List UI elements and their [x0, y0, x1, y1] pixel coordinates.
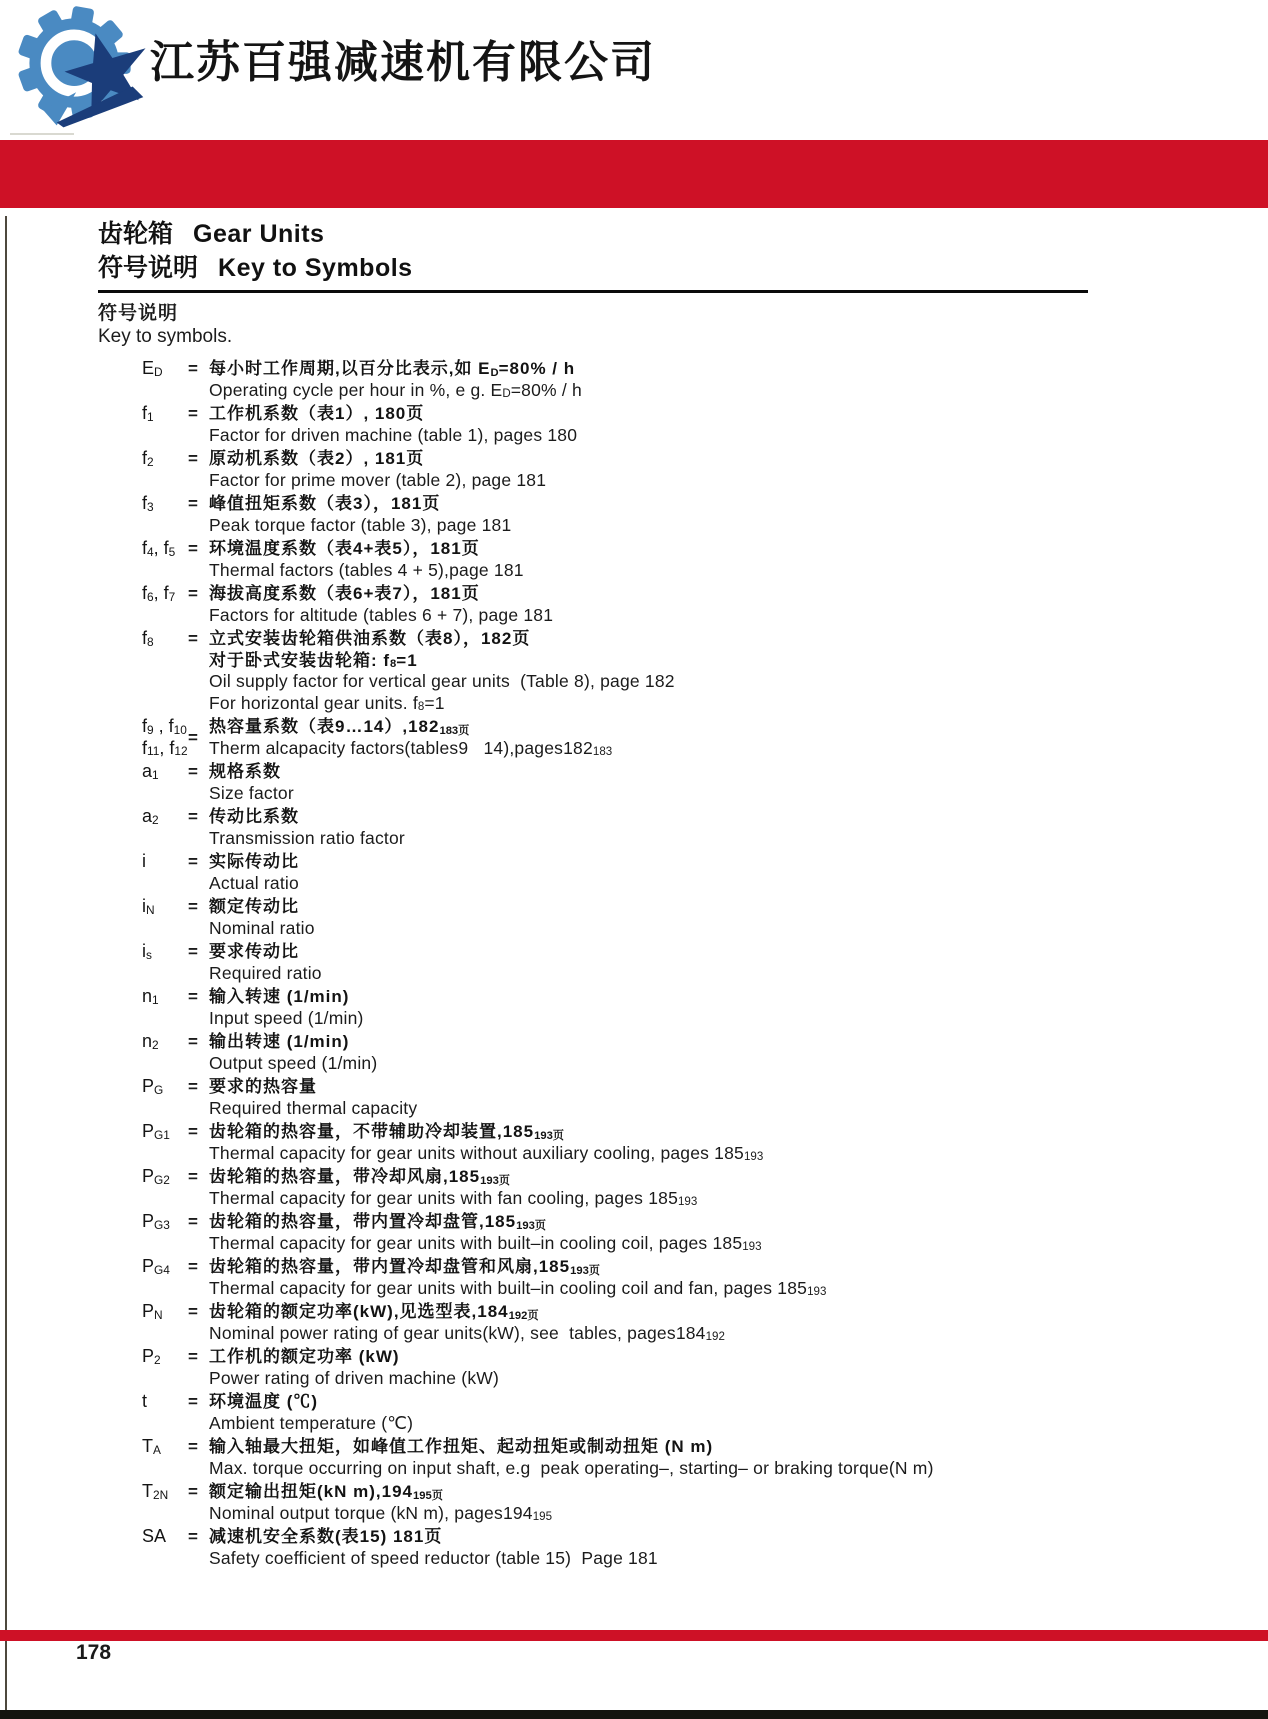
definition-line-en: Ambient temperature (℃): [209, 1412, 414, 1433]
symbol-label: $n_1$: [142, 986, 159, 1007]
definition-lines: [209, 1481, 1184, 1524]
symbol-label: $f_8$: [142, 628, 154, 649]
symbol-definition-row: [142, 1436, 1184, 1479]
equals-sign: =: [188, 1122, 198, 1141]
definition-lines: [209, 628, 1184, 714]
definition-line-zh: 齿轮箱的热容量，带内置冷却盘管$,185_{193页}$: [209, 1212, 547, 1232]
title-en-key-to-symbols: Key to Symbols: [218, 254, 413, 282]
red-band: [0, 140, 1268, 208]
definition-lines: [209, 1436, 1184, 1479]
equals-sign: =: [188, 1032, 198, 1051]
symbol-label: $T_A$: [142, 1436, 161, 1457]
definition-line-zh: 减速机安全系数(表15) 181页: [209, 1527, 443, 1546]
definition-line-en: Operating cycle per hour in %, e g. $E_D=80\% / h$: [209, 379, 582, 401]
symbol-list: [142, 358, 1184, 1569]
equals-sign: =: [188, 1347, 198, 1366]
symbol-label: $P_{G4}$: [142, 1256, 170, 1277]
definition-lines: [209, 1256, 1184, 1299]
definition-line-en: Oil supply factor for vertical gear units (Table 8), page 182: [209, 671, 675, 691]
definition-line-zh: 要求传动比: [209, 942, 299, 961]
intro-heading-zh: 符号说明: [98, 303, 179, 324]
definition-line-en: Power rating of driven machine (kW): [209, 1367, 500, 1388]
definition-line-en: Factors for altitude (tables 6 + 7), page 181: [209, 604, 554, 625]
equals-sign: =: [188, 494, 198, 513]
symbol-definition-row: [142, 896, 1184, 939]
scan-artifact-line: [10, 133, 74, 135]
definition-line-en: Nominal output torque (kN m), $pages194_{195}$: [209, 1502, 553, 1524]
definition-line-zh: 对于卧式安装齿轮箱: $f_8=1$: [209, 650, 418, 671]
definition-lines: [209, 761, 1184, 804]
symbol-label: $i_s$: [142, 941, 152, 962]
equals-sign: =: [188, 1527, 198, 1546]
definition-lines: [209, 986, 1184, 1029]
symbol-definition-row: [142, 1076, 1184, 1119]
symbol-label: $f_9$ , $f_{10}$ $f_{11}$, $f_{12}$: [142, 716, 188, 759]
definition-line-zh: 规格系数: [209, 762, 281, 781]
symbol-label: $P_{G1}$: [142, 1121, 170, 1142]
definition-line-en: Actual ratio: [209, 872, 299, 893]
definition-lines: [209, 583, 1184, 626]
symbol-definition-row: [142, 1481, 1184, 1524]
definition-line-en: Size factor: [209, 782, 294, 803]
definition-lines: [209, 493, 1184, 536]
definition-line-zh: 实际传动比: [209, 852, 299, 871]
title-zh-key-to-symbols: 符号说明: [98, 254, 199, 282]
equals-sign: =: [188, 449, 198, 468]
symbol-definition-row: [142, 1256, 1184, 1299]
definition-line-en: Thermal capacity for gear units with built–in cooling coil, pages $185_{193}$: [209, 1232, 762, 1254]
footer-black-bar: [0, 1710, 1268, 1719]
definition-line-en: Transmission ratio factor: [209, 827, 405, 848]
title-underline-rule: [98, 290, 1088, 293]
symbol-label: $f_1$: [142, 403, 154, 424]
equals-sign: =: [188, 629, 198, 648]
symbol-label: $T_{2N}$: [142, 1481, 169, 1502]
equals-sign: =: [188, 727, 198, 747]
symbol-label: $a_1$: [142, 761, 159, 782]
definition-lines: [209, 716, 1184, 759]
symbol-definition-row: [142, 493, 1184, 536]
equals-sign: =: [188, 852, 198, 871]
symbol-definition-row: [142, 1211, 1184, 1254]
equals-sign: =: [188, 539, 198, 558]
definition-line-zh: 工作机系数（表1）, 180页: [209, 404, 425, 423]
footer-red-bar: [0, 1630, 1268, 1641]
definition-lines: [209, 1346, 1184, 1389]
definition-line-en: Thermal factors (tables 4 + 5),page 181: [209, 559, 524, 580]
definition-line-zh: 立式安装齿轮箱供油系数（表8），182页: [209, 629, 531, 648]
symbol-definition-row: [142, 716, 1184, 759]
definition-lines: [209, 941, 1184, 984]
equals-sign: =: [188, 1302, 198, 1321]
definition-line-zh: 热容量系数（表$9\dots 14),182_{183页}$: [209, 717, 470, 737]
definition-line-en: Peak torque factor (table 3), page 181: [209, 514, 512, 535]
equals-sign: =: [188, 584, 198, 603]
definition-line-en: Required thermal capacity: [209, 1097, 418, 1118]
definition-line-zh: 额定传动比: [209, 897, 299, 916]
definition-line-zh: 环境温度 (℃): [209, 1392, 319, 1411]
definition-line-zh: 输入转速 (1/min): [209, 987, 350, 1006]
main-content: [98, 217, 1184, 1571]
page-header: [0, 0, 1268, 140]
symbol-definition-row: [142, 1301, 1184, 1344]
definition-line-en: Nominal power rating of gear units(kW), see tables, $pages184_{192}$: [209, 1322, 725, 1344]
definition-lines: [209, 1211, 1184, 1254]
equals-sign: =: [188, 1077, 198, 1096]
page-number: 178: [76, 1641, 112, 1664]
equals-sign: =: [188, 807, 198, 826]
intro-heading-en: Key to symbols.: [98, 326, 233, 347]
definition-lines: [209, 403, 1184, 446]
symbol-label: t: [142, 1391, 148, 1411]
equals-sign: =: [188, 987, 198, 1006]
symbol-definition-row: [142, 1031, 1184, 1074]
symbol-definition-row: [142, 986, 1184, 1029]
company-name: 江苏百强减速机有限公司: [150, 38, 656, 87]
definition-line-zh: 传动比系数: [209, 807, 299, 826]
definition-lines: [209, 851, 1184, 894]
symbol-label: $n_2$: [142, 1031, 159, 1052]
equals-sign: =: [188, 1212, 198, 1231]
symbol-definition-row: [142, 1346, 1184, 1389]
symbol-label: $P_2$: [142, 1346, 161, 1367]
symbol-label: $i_N$: [142, 896, 155, 917]
symbol-label: SA: [142, 1526, 167, 1546]
definition-line-en: Input speed (1/min): [209, 1007, 364, 1028]
symbol-definition-row: [142, 1121, 1184, 1164]
symbol-label: $f_4$, $f_5$: [142, 538, 176, 559]
symbol-definition-row: [142, 851, 1184, 894]
definition-line-en: Thermal capacity for gear units with built–in cooling coil and fan, pages $185_{193}$: [209, 1277, 827, 1299]
definition-lines: [209, 358, 1184, 401]
definition-line-zh: 原动机系数（表2）, 181页: [209, 449, 425, 468]
definition-line-zh: 输入轴最大扭矩，如峰值工作扭矩、起动扭矩或制动扭矩 (N m): [209, 1437, 714, 1456]
symbol-definition-row: [142, 1526, 1184, 1569]
definition-line-en: Output speed (1/min): [209, 1052, 378, 1073]
definition-line-en: Thermal capacity for gear units without auxiliary cooling, pages $185_{193}$: [209, 1142, 764, 1164]
title-line-2: [98, 251, 1184, 285]
company-logo-gear-star-icon: [8, 2, 154, 132]
title-en-gear-units: Gear Units: [193, 220, 325, 248]
definition-line-en: Max. torque occurring on input shaft, e.g peak operating–, starting– or braking torque(N m): [209, 1457, 934, 1478]
definition-lines: [209, 1301, 1184, 1344]
intro-block: [98, 302, 1184, 349]
definition-line-zh: 额定输出扭矩(kN $m),194_{195页}$: [209, 1482, 443, 1502]
definition-line-zh: 齿轮箱的热容量，不带辅助冷却装置$,185_{193页}$: [209, 1122, 565, 1142]
symbol-label: $a_2$: [142, 806, 159, 827]
title-zh-gear-units: 齿轮箱: [98, 220, 174, 248]
symbol-definition-row: [142, 403, 1184, 446]
definition-line-en: For horizontal gear units. $f_8=1$: [209, 692, 445, 714]
definition-lines: [209, 538, 1184, 581]
definition-line-zh: 齿轮箱的热容量，带冷却风扇$,185_{193页}$: [209, 1167, 511, 1187]
equals-sign: =: [188, 1257, 198, 1276]
symbol-definition-row: [142, 1166, 1184, 1209]
symbol-definition-row: [142, 628, 1184, 714]
document-title: [98, 217, 1184, 293]
equals-sign: =: [188, 1482, 198, 1501]
equals-sign: =: [188, 1392, 198, 1411]
definition-lines: [209, 1031, 1184, 1074]
symbol-label: $P_{G3}$: [142, 1211, 170, 1232]
definition-line-en: Nominal ratio: [209, 917, 315, 938]
definition-line-en: Factor for prime mover (table 2), page 181: [209, 469, 547, 490]
definition-line-zh: 输出转速 (1/min): [209, 1032, 350, 1051]
definition-lines: [209, 1121, 1184, 1164]
definition-line-zh: 每小时工作周期,以百分比表示,如 $E_D=80\% / h$: [209, 359, 576, 379]
definition-line-en: Therm alcapacity factors(tables9 $14),pages182_{183}$: [209, 737, 613, 759]
definition-line-en: Thermal capacity for gear units with fan cooling, pages $185_{193}$: [209, 1187, 698, 1209]
equals-sign: =: [188, 404, 198, 423]
definition-line-zh: 要求的热容量: [209, 1077, 317, 1096]
definition-line-zh: 峰值扭矩系数（表3），181页: [209, 494, 441, 513]
definition-lines: [209, 1166, 1184, 1209]
definition-lines: [209, 806, 1184, 849]
definition-line-en: Factor for driven machine (table 1), pages 180: [209, 424, 578, 445]
definition-lines: [209, 896, 1184, 939]
symbol-definition-row: [142, 806, 1184, 849]
definition-lines: [209, 1391, 1184, 1434]
symbol-definition-row: [142, 941, 1184, 984]
symbol-definition-row: [142, 448, 1184, 491]
symbol-definition-row: [142, 538, 1184, 581]
definition-lines: [209, 1526, 1184, 1569]
definition-line-en: Required ratio: [209, 962, 322, 983]
equals-sign: =: [188, 762, 198, 781]
symbol-label: $P_G$: [142, 1076, 164, 1097]
definition-line-zh: 海拔高度系数（表6+表7），181页: [209, 584, 480, 603]
definition-line-zh: 齿轮箱的热容量，带内置冷却盘管和风扇$,185_{193页}$: [209, 1257, 601, 1277]
equals-sign: =: [188, 1167, 198, 1186]
symbol-label: $f_3$: [142, 493, 154, 514]
equals-sign: =: [188, 359, 198, 378]
symbol-label: $P_{G2}$: [142, 1166, 170, 1187]
symbol-label: $f_6$, $f_7$: [142, 583, 176, 604]
definition-line-en: Safety coefficient of speed reductor (table 15) Page 181: [209, 1547, 658, 1568]
symbol-label: $f_2$: [142, 448, 154, 469]
definition-lines: [209, 448, 1184, 491]
symbol-label: $P_N$: [142, 1301, 163, 1322]
definition-lines: [209, 1076, 1184, 1119]
symbol-definition-row: [142, 358, 1184, 401]
symbol-label: $E_D$: [142, 358, 163, 379]
symbol-definition-row: [142, 583, 1184, 626]
symbol-label: i: [142, 851, 146, 871]
page-left-border: [5, 216, 7, 1719]
definition-line-zh: 工作机的额定功率 (kW): [209, 1347, 400, 1366]
equals-sign: =: [188, 942, 198, 961]
symbol-definition-row: [142, 761, 1184, 804]
definition-line-zh: 环境温度系数（表4+表5），181页: [209, 539, 480, 558]
equals-sign: =: [188, 1437, 198, 1456]
title-line-1: [98, 217, 1184, 251]
equals-sign: =: [188, 897, 198, 916]
definition-line-zh: 齿轮箱的额定功率(kW),见选型表$,184_{192页}$: [209, 1302, 539, 1322]
symbol-definition-row: [142, 1391, 1184, 1434]
